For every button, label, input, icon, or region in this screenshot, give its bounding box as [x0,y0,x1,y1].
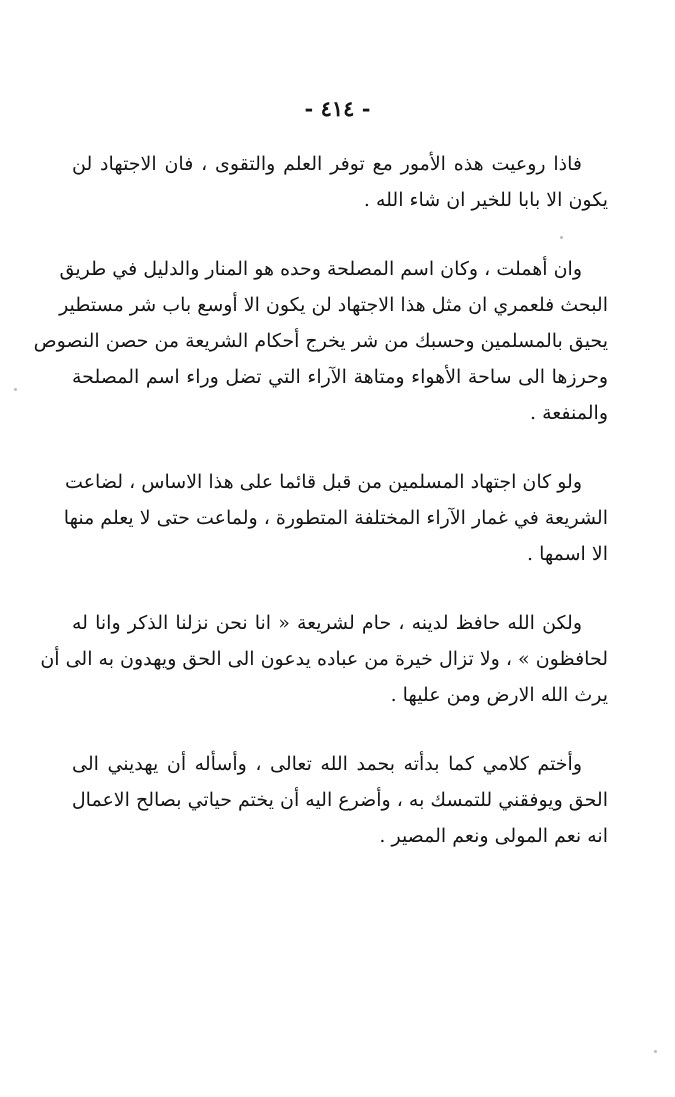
scan-speck [560,236,563,239]
text-line: البحث فلعمري ان مثل هذا الاجتهاد لن يكون الا أوسع باب شر مستطير [59,294,608,316]
text-line: يكون الا بابا للخير ان شاء الله . [363,189,608,211]
text-line: الشريعة في غمار الآراء المختلفة المتطورة ، ولماعت حتى لا يعلم منها [63,507,608,529]
text-line: وان أهملت ، وكان اسم المصلحة وحده هو المنار والدليل في طريق [59,258,582,280]
text-line: فاذا روعيت هذه الأمور مع توفر العلم والتقوى ، فان الاجتهاد لن [72,153,582,175]
paragraph [33,251,608,431]
scan-speck [654,1050,657,1053]
text-line: الا اسمها . [527,543,608,565]
page-number: - ٤١٤ - [304,96,371,121]
text-line: وحرزها الى ساحة الأهواء ومتاهة الآراء التي تضل وراء اسم المصلحة [72,366,608,388]
text-line: لحافظون » ، ولا تزال خيرة من عباده يدعون الى الحق ويهدون به الى أن [40,648,608,670]
paragraph [63,464,608,572]
text-line: انه نعم المولى ونعم المصير . [379,825,608,847]
body-text [33,146,608,887]
paragraph [72,746,608,854]
text-line: يرث الله الارض ومن عليها . [390,684,608,706]
text-line: والمنفعة . [529,402,608,424]
text-line: ولكن الله حافظ لدينه ، حام لشريعة « انا نحن نزلنا الذكر وانا له [72,612,582,634]
paragraph [72,146,608,218]
text-line: وأختم كلامي كما بدأته بحمد الله تعالى ، وأسأله أن يهديني الى [72,753,582,775]
scan-speck [14,388,17,391]
text-line: الحق ويوفقني للتمسك به ، وأضرع اليه أن يختم حياتي بصالح الاعمال [71,789,608,811]
paragraph [40,605,608,713]
text-line: ولو كان اجتهاد المسلمين من قبل قائما على هذا الاساس ، لضاعت [65,471,582,493]
text-line: يحيق بالمسلمين وحسبك من شر يخرج أحكام الشريعة من حصن النصوص [33,330,608,352]
